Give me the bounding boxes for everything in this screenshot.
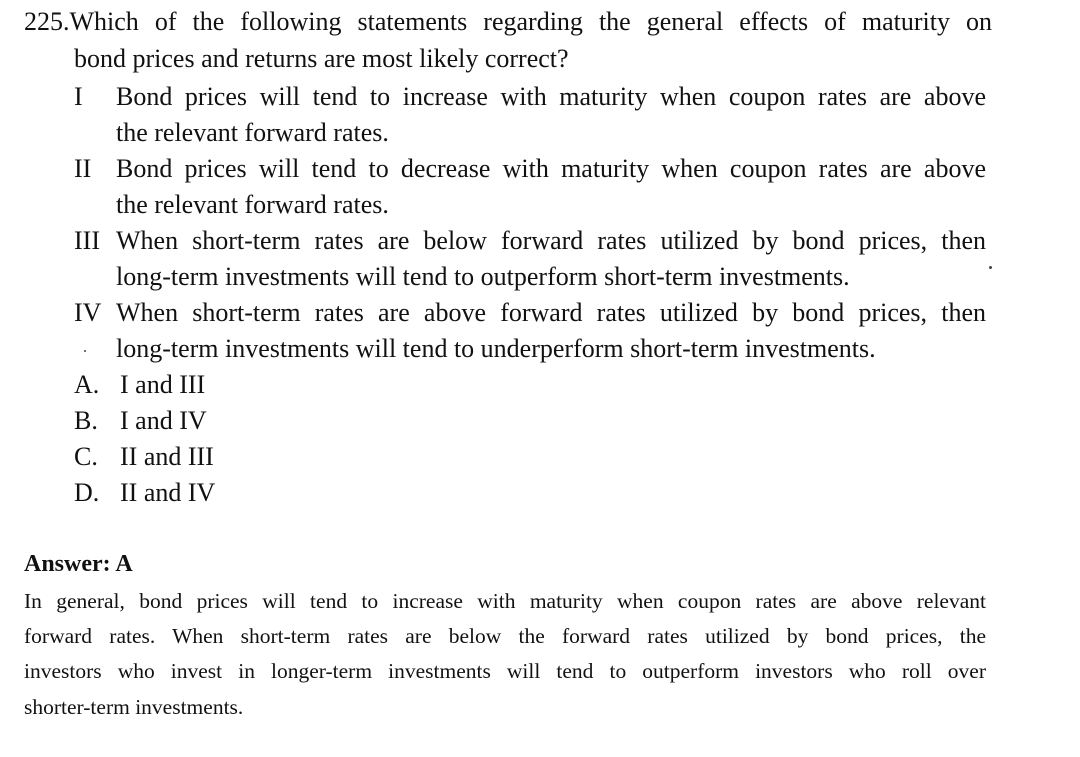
statement-4 (74, 295, 986, 367)
statement-1-numeral: I (74, 82, 83, 111)
question-text-1: Which of the following statements regarding the general effects of maturity on (69, 7, 992, 36)
option-d (74, 475, 215, 511)
option-b-text: I and IV (120, 406, 207, 435)
statement-2-numeral: II (74, 154, 92, 183)
option-a (74, 367, 205, 403)
statement-2 (74, 151, 986, 223)
option-a-text: I and III (120, 370, 206, 399)
statement-2-line-2: the relevant forward rates. (116, 190, 389, 219)
statement-3 (74, 223, 986, 295)
option-a-letter: A. (74, 370, 100, 399)
statement-1-line-1: Bond prices will tend to increase with maturity when coupon rates are above (116, 82, 986, 111)
statement-1-line-2: the relevant forward rates. (116, 118, 389, 147)
option-c (74, 439, 214, 475)
statement-3-line-2: long-term investments will tend to outperform short-term investments. (116, 262, 850, 291)
question-line-1 (24, 4, 992, 40)
explanation-line-2: forward rates. When short-term rates are below the forward rates utilized by bond prices, the (24, 624, 986, 648)
statement-1 (74, 79, 986, 151)
option-c-text: II and III (120, 442, 214, 471)
scan-speck (989, 266, 992, 269)
question-line-2: bond prices and returns are most likely correct? (74, 44, 569, 73)
statement-3-numeral: III (74, 226, 100, 255)
explanation-line-4: shorter-term investments. (24, 695, 244, 719)
option-d-text: II and IV (120, 478, 216, 507)
statement-2-line-1: Bond prices will tend to decrease with maturity when coupon rates are above (116, 154, 986, 183)
statement-3-line-1: When short-term rates are below forward rates utilized by bond prices, then (116, 226, 986, 255)
explanation-line-1: In general, bond prices will tend to increase with maturity when coupon rates are above relevant (24, 589, 986, 613)
statement-4-numeral: IV (74, 298, 102, 327)
option-b (74, 403, 207, 439)
option-d-letter: D. (74, 478, 100, 507)
statement-4-line-1: When short-term rates are above forward rates utilized by bond prices, then (116, 298, 986, 327)
statement-4-line-2: long-term investments will tend to underperform short-term investments. (116, 334, 876, 363)
scan-speck (84, 350, 86, 352)
answer-label: Answer: A (24, 551, 133, 577)
question-number: 225. (24, 7, 70, 36)
option-c-letter: C. (74, 442, 98, 471)
explanation-line-3: investors who invest in longer-term investments will tend to outperform investors who roll over (24, 659, 986, 683)
option-b-letter: B. (74, 406, 98, 435)
